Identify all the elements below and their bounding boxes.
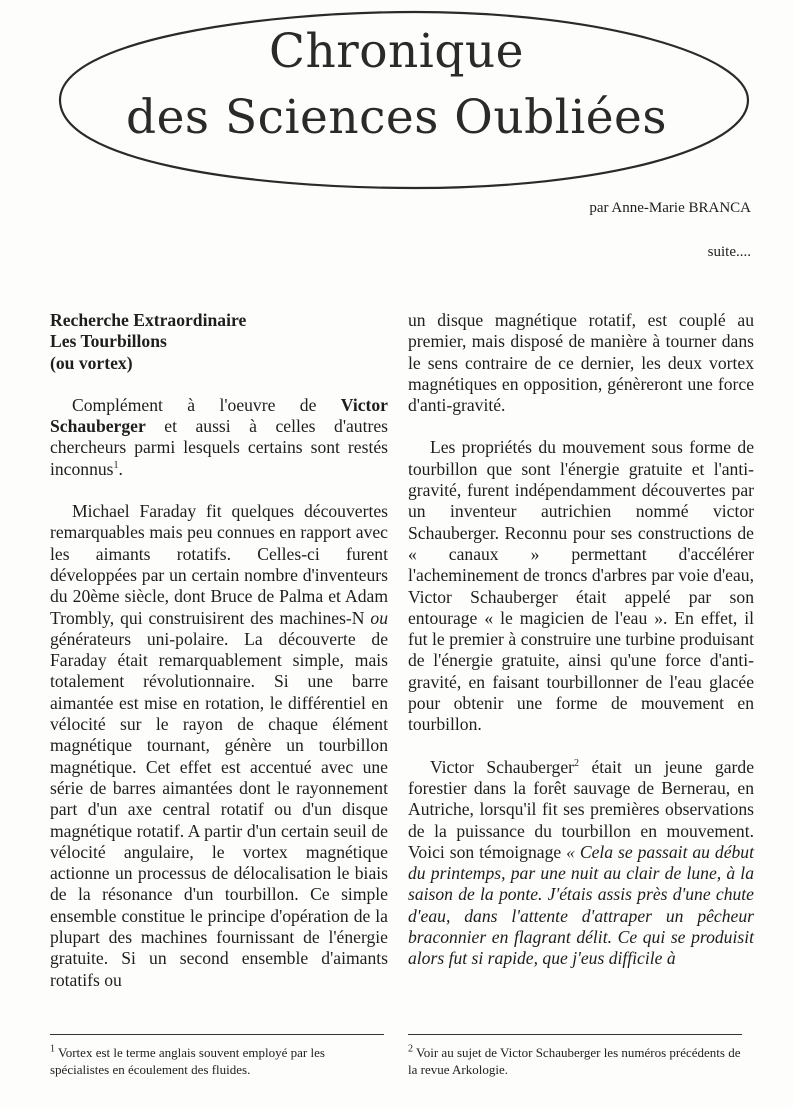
heading-line-2: Les Tourbillons	[50, 331, 167, 352]
footnote-2: $^2$ Voir au sujet de Victor Schauberger les numéros précédents de la revue Arkologie.	[408, 1043, 741, 1077]
intro-paragraph: Complément à l'oeuvre de Victor Schauberger et aussi à celles d'autres chercheurs parmi lesquels certains sont restés inconnus$^1$.	[50, 394, 388, 479]
heading-line-1: Recherche Extraordinaire	[50, 310, 247, 330]
continued-paragraph: un disque magnétique rotatif, est couplé au premier, mais disposé de manière à tourner dans le sens contraire de ce dernier, les deux vortex magnétiques en opposition, génèreront une force d'anti-gravité.	[408, 310, 754, 416]
faraday-paragraph: Michael Faraday fit quelques découvertes remarquables mais peu connues en rapport avec les aimants rotatifs. Celles-ci furent développées par un certain nombre d'inventeurs du 20ème siècle, dont Bruce de Palma et Adam Trombly, qui construisirent des machines-N ou générateurs uni-polaire. La découverte de Faraday était remarquablement simple, mais totalement révolutionnaire. Si une barre aimantée est mise en rotation, le différentiel en vélocité sur le rayon de chaque élément magnétique tournant, génère un tourbillon magnétique. Cet effet est accentué avec une série de barres aimantées dont le rayonnement part d'un axe central rotatif ou d'un disque magnétique rotatif. A partir d'un certain seuil de vélocité angulaire, le vortex magnétique actionne un processus de délocalisation le biais de la résonance d'un tourbillon. Ce simple ensemble constitue le principe d'opération de la plupart des machines fournissant de l'énergie gratuite. Si un second ensemble d'aimants rotatifs ou	[50, 501, 388, 990]
author-byline: par Anne-Marie BRANCA	[589, 200, 751, 216]
footnote-ref-2: 2	[574, 757, 579, 769]
left-column	[50, 310, 388, 991]
testimony-quote: « Cela se passait au début du printemps, par une nuit au clair de lune, à la saison de la ponte. J'étais assis près d'une chute d'eau, dans l'attente d'attraper un pêcheur braconnier en flagrant délit. Ce qui se produisit alors fut si rapide, que j'eus difficile à	[408, 841, 754, 969]
continuation-note: suite....	[707, 244, 751, 260]
footnote-rule-left	[50, 1034, 384, 1035]
footnote-1: $^1$ Vortex est le terme anglais souvent employé par les spécialistes en écoulement des fluides.	[50, 1043, 325, 1077]
schauberger-paragraph: Victor Schauberger$^2$ était un jeune garde forestier dans la forêt sauvage de Bernerau, en Autriche, lorsqu'il fit ses premières observations de la puissance du tourbillon en mouvement. Voici son témoignage « Cela se passait au début du printemps, par une nuit au clair de lune, à la saison de la ponte. J'étais assis près d'une chute d'eau, dans l'attente d'attraper un pêcheur braconnier en flagrant délit. Ce qui se produisit alors fut si rapide, que j'eus difficile à	[408, 756, 755, 969]
footnote-rule-right	[408, 1034, 742, 1035]
heading-line-3: (ou vortex)	[50, 352, 133, 373]
footnote-ref-1: 1	[113, 459, 119, 471]
masthead-title-line1: Chronique	[269, 24, 524, 79]
masthead	[0, 0, 793, 200]
masthead-title-line2: des Sciences Oubliées	[126, 90, 667, 145]
article-heading	[50, 310, 388, 374]
right-column	[408, 310, 754, 970]
proprietes-paragraph: Les propriétés du mouvement sous forme de tourbillon que sont l'énergie gratuite et l'anti-gravité, furent indépendamment découvertes par un inventeur autrichien nommé victor Schauberger. Reconnu pour ses constructions de « canaux » permettant d'accélérer l'acheminement de troncs d'arbres par voie d'eau, Victor Schauberger était appelé par son entourage « le magicien de l'eau ». En effet, il fut le premier à construire une turbine produisant de l'énergie gratuite, ainsi qu'une force d'anti-gravité, en faisant tourbillonner de l'eau glacée pour obtenir une forme de mouvement en tourbillon.	[408, 437, 754, 735]
author-name: Victor Schauberger	[50, 394, 388, 437]
